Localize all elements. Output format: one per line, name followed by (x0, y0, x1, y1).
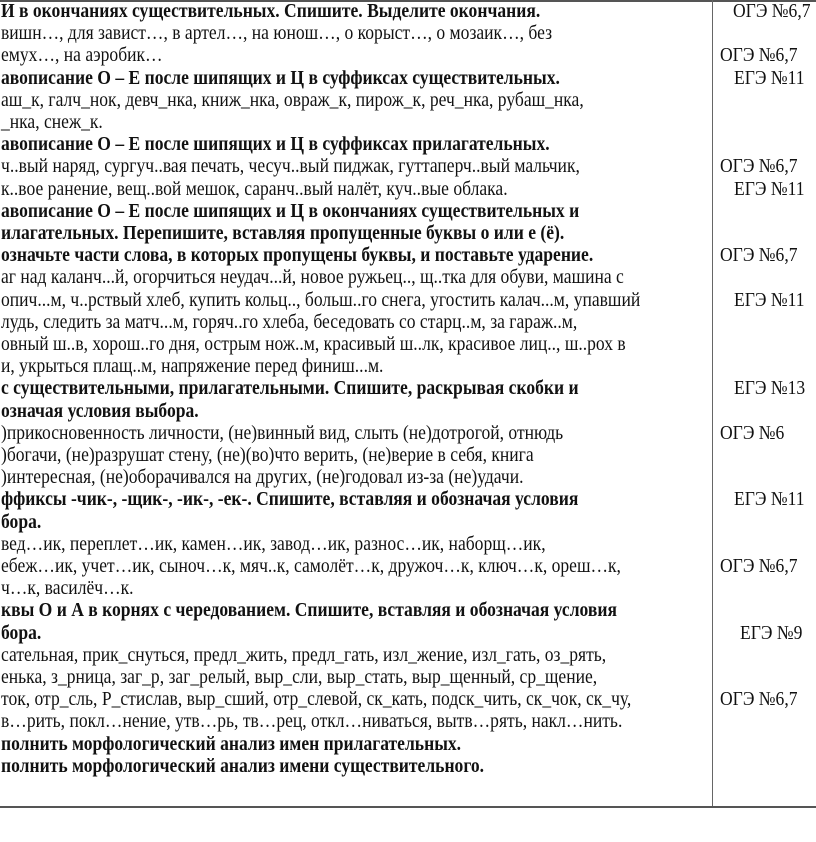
task-text-line: сательная, прик_снуться, предл_жить, предл_гать, изл_жение, изл_гать, оз_рять, (1, 644, 607, 666)
task-heading-line: авописание О – Е после шипящих и Ц в окончаниях существительных и (1, 200, 580, 222)
task-text-line: к..вое ранение, вещ..вой мешок, саранч..вый налёт, куч..вые облака. (1, 178, 508, 200)
task-heading-line: авописание О – Е после шипящих и Ц в суффиксах существительных. (1, 67, 560, 89)
task-text-line: вед…ик, переплет…ик, камен…ик, завод…ик, разнос…ик, наборщ…ик, (1, 533, 546, 555)
exam-reference: ОГЭ №6,7 (720, 689, 798, 711)
task-heading-line: авописание О – Е после шипящих и Ц в суффиксах прилагательных. (1, 134, 550, 156)
exam-reference: ОГЭ №6,7 (720, 556, 798, 577)
column-divider (712, 0, 713, 807)
exam-reference: ЕГЭ №9 (740, 622, 803, 644)
task-heading-line: полнить морфологический анализ имени существительного. (1, 755, 485, 777)
task-text-line: енька, з_рница, заг_р, заг_релый, выр_сли, выр_стать, выр_щенный, ср_щение, (1, 667, 598, 688)
exam-reference: ЕГЭ №13 (734, 378, 806, 400)
task-text-line: )интересная, (не)оборачивался на других, (не)годовал из-за (не)удачи. (1, 467, 524, 489)
task-heading-line: И в окончаниях существительных. Спишите. Выделите окончания. (1, 1, 541, 22)
task-text-line: ток, отр_сль, Р_стислав, выр_сший, отр_слевой, ск_кать, подск_чить, ск_чок, ск_чу, (1, 689, 632, 711)
task-heading-line: ффиксы -чик-, -щик-, -ик-, -ек-. Спишите, вставляя и обозначая условия (1, 489, 579, 511)
task-heading-line: с существительными, прилагательными. Спишите, раскрывая скобки и (1, 378, 579, 400)
exam-reference: ОГЭ №6,7 (720, 45, 798, 67)
task-heading-line: означьте части слова, в которых пропущены буквы, и поставьте ударение. (1, 245, 594, 267)
table-bottom-border (0, 806, 816, 808)
exam-reference: ОГЭ №6,7 (720, 245, 798, 267)
exam-reference: ОГЭ №6 (720, 422, 785, 444)
task-text-line: емух…, на аэробик… (1, 45, 163, 67)
task-text-line: лудь, следить за матч...м, горяч..го хлеба, беседовать со старц..м, за гараж..м, (1, 311, 578, 333)
task-heading-line: бора. (1, 511, 42, 533)
task-text-line: ч..вый наряд, сургуч..вая печать, чесуч..вый пиджак, гуттаперч..вый мальчик, (1, 156, 580, 178)
task-text-line: ч…к, василёч…к. (1, 578, 134, 600)
exam-reference: ЕГЭ №11 (734, 178, 805, 200)
task-heading-line: полнить морфологический анализ имен прилагательных. (1, 733, 462, 755)
task-heading-line: бора. (1, 622, 42, 644)
task-text-line: вишн…, для завист…, в артел…, на юнош…, о корыст…, о мозаик…, без (1, 23, 553, 45)
task-text-line: )прикосновенность личности, (не)винный вид, слыть (не)дотрогой, отнюдь (1, 422, 564, 444)
task-text-line: _нка, снеж_к. (1, 112, 103, 133)
task-text-line: в…рить, покл…нение, утв…рь, тв…рец, откл…ниваться, вытв…рять, накл…нить. (1, 711, 623, 733)
exam-reference: ОГЭ №6,7 (720, 156, 798, 178)
exam-reference: ЕГЭ №11 (734, 289, 805, 311)
task-text-line: и, укрыться плащ..м, напряжение перед финиш...м. (1, 356, 384, 378)
task-heading-line: квы О и А в корнях с чередованием. Спишите, вставляя и обозначая условия (1, 600, 617, 622)
exam-reference: ЕГЭ №11 (734, 489, 805, 511)
task-text-line: опич...м, ч..рствый хлеб, купить кольц.., больш..го снега, угостить калач...м, упавший (1, 289, 641, 311)
task-text-line: ебеж…ик, учет…ик, сыноч…к, мяч..к, самолёт…к, дружоч…к, ключ…к, ореш…к, (1, 556, 621, 577)
task-text-line: аш_к, галч_нок, девч_нка, книж_нка, овраж_к, пирож_к, реч_нка, рубаш_нка, (1, 89, 584, 111)
task-heading-line: означая условия выбора. (1, 400, 199, 422)
task-text-line: аг над каланч...й, огорчиться неудач...й, новое ружьец.., щ..тка для обуви, машина с (1, 267, 624, 289)
task-text-line: овный ш..в, хорош..го дня, острым нож..м, красивый ш..лк, красивое лиц.., ш..рох в (1, 334, 626, 355)
exam-reference: ЕГЭ №11 (734, 67, 805, 89)
task-text-line: )богачи, (не)разрушат стену, (не)(во)что верить, (не)верие в себя, книга (1, 445, 534, 466)
exam-reference: ОГЭ №6,7 (733, 1, 811, 22)
task-heading-line: илагательных. Перепишите, вставляя пропущенные буквы о или е (ё). (1, 223, 565, 244)
